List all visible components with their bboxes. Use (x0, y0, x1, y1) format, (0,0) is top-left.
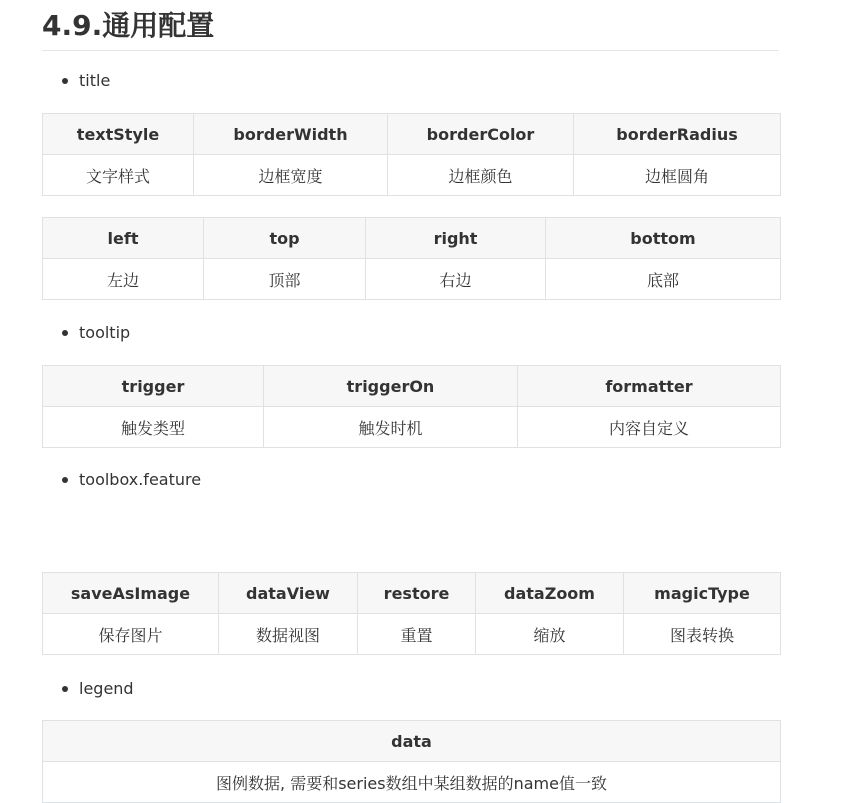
table-header-cell: formatter (518, 366, 781, 407)
section-heading: 4.9.通用配置 (42, 6, 779, 51)
bullet-label: title (79, 71, 111, 90)
table-cell: 顶部 (204, 259, 366, 300)
table-header-row (43, 366, 781, 407)
table-cell: 触发类型 (43, 407, 264, 448)
table-header-cell: top (204, 218, 366, 259)
table-row (43, 259, 781, 300)
bullet-label: legend (79, 679, 134, 698)
bullet-label: toolbox.feature (79, 470, 202, 489)
table-cell: 边框宽度 (194, 155, 388, 196)
table-cell: 图例数据, 需要和series数组中某组数据的name值一致 (43, 762, 781, 803)
table-cell: 底部 (546, 259, 781, 300)
table-header-row (43, 218, 781, 259)
table-header-cell: magicType (624, 573, 781, 614)
bullet-dot-icon (62, 78, 68, 84)
bullet-label: tooltip (79, 323, 131, 342)
table-cell: 文字样式 (43, 155, 194, 196)
table-row (43, 407, 781, 448)
table-cell: 数据视图 (219, 614, 358, 655)
table-cell: 右边 (366, 259, 546, 300)
table-header-row (43, 573, 781, 614)
table-header-cell: triggerOn (264, 366, 518, 407)
bullet-dot-icon (62, 330, 68, 336)
table-header-cell: dataZoom (476, 573, 624, 614)
table-header-cell: right (366, 218, 546, 259)
config-table-legend (42, 720, 781, 803)
table-header-cell: bottom (546, 218, 781, 259)
bullet-dot-icon (62, 686, 68, 692)
table-cell: 左边 (43, 259, 204, 300)
table-header-cell: left (43, 218, 204, 259)
table-cell: 触发时机 (264, 407, 518, 448)
table-header-cell: restore (358, 573, 476, 614)
table-cell: 内容自定义 (518, 407, 781, 448)
table-cell: 图表转换 (624, 614, 781, 655)
table-header-cell: data (43, 721, 781, 762)
table-header-cell: borderColor (388, 114, 574, 155)
config-table-position (42, 217, 781, 300)
table-row (43, 614, 781, 655)
config-table-text-style (42, 113, 781, 196)
table-cell: 重置 (358, 614, 476, 655)
config-table-tooltip (42, 365, 781, 448)
table-cell: 缩放 (476, 614, 624, 655)
table-row (43, 762, 781, 803)
table-cell: 保存图片 (43, 614, 219, 655)
table-cell: 边框颜色 (388, 155, 574, 196)
table-header-row (43, 114, 781, 155)
table-header-row (43, 721, 781, 762)
table-header-cell: textStyle (43, 114, 194, 155)
table-header-cell: borderRadius (574, 114, 781, 155)
table-header-cell: trigger (43, 366, 264, 407)
table-header-cell: saveAsImage (43, 573, 219, 614)
config-table-toolbox-feature (42, 572, 781, 655)
table-row (43, 155, 781, 196)
table-cell: 边框圆角 (574, 155, 781, 196)
table-header-cell: borderWidth (194, 114, 388, 155)
table-header-cell: dataView (219, 573, 358, 614)
bullet-dot-icon (62, 477, 68, 483)
